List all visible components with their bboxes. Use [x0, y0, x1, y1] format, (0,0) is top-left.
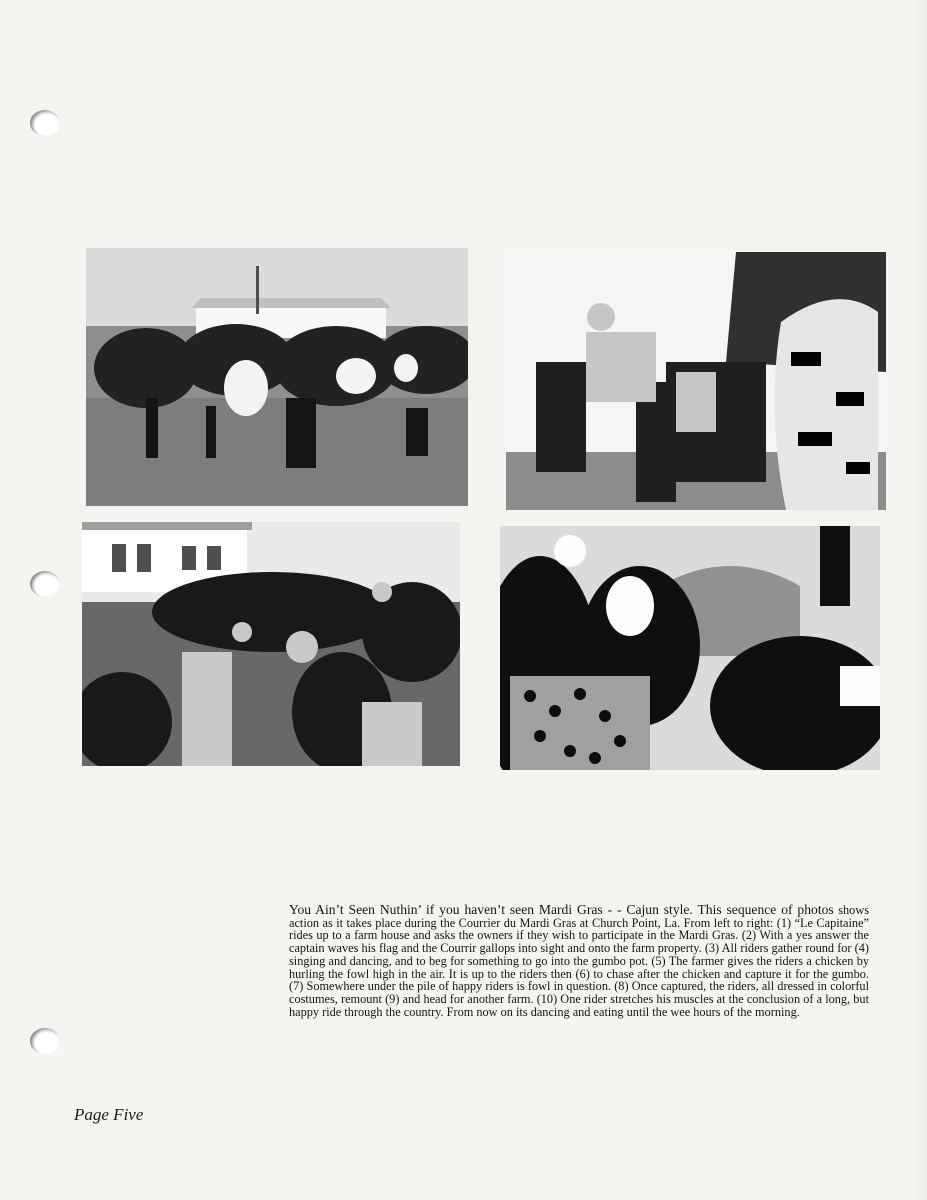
- caption-lead: You Ain’t Seen Nuthin’ if you haven’t seen Mardi Gras - - Cajun style. This sequence of photos: [289, 902, 834, 917]
- caption-body: shows action as it takes place during the Courrier du Mardi Gras at Church Point, La. From left to right: (1) “Le Capitaine” rides up to a farm house and asks the owners if they wish to participate in the Mardi Gras. (2) With a yes answer the captain waves his flag and the Courrir gallops into sight and onto the farm property. (3) All riders gather round for (4) singing and dancing, and to beg for something to go into the gumbo pot. (5) The farmer gives the riders a chicken by hurling the fowl high in the air. It is up to the riders then (6) to chase after the chicken and capture it for the gumbo. (7) Somewhere under the pile of happy riders is fowl in question. (8) Once captured, the riders, all dressed in colorful costumes, remount (9) and head for another farm. (10) One rider stretches his muscles at the conclusion of a long, but happy ride through the country. From now on its dancing and eating until the wee hours of the morning.: [289, 903, 869, 1019]
- page-number: Page Five: [74, 1105, 144, 1124]
- punch-hole-top: [30, 110, 60, 136]
- photo-riders-on-horseback: [86, 248, 468, 506]
- photo-costumed-riders: [500, 526, 880, 770]
- photo-caption: [289, 904, 869, 1018]
- punch-hole-middle: [30, 571, 60, 597]
- page-edge: [913, 0, 927, 1200]
- punch-hole-bottom: [30, 1028, 60, 1054]
- photo-crowd-gathered: [82, 522, 460, 766]
- photo-dancing-riders: [506, 252, 886, 510]
